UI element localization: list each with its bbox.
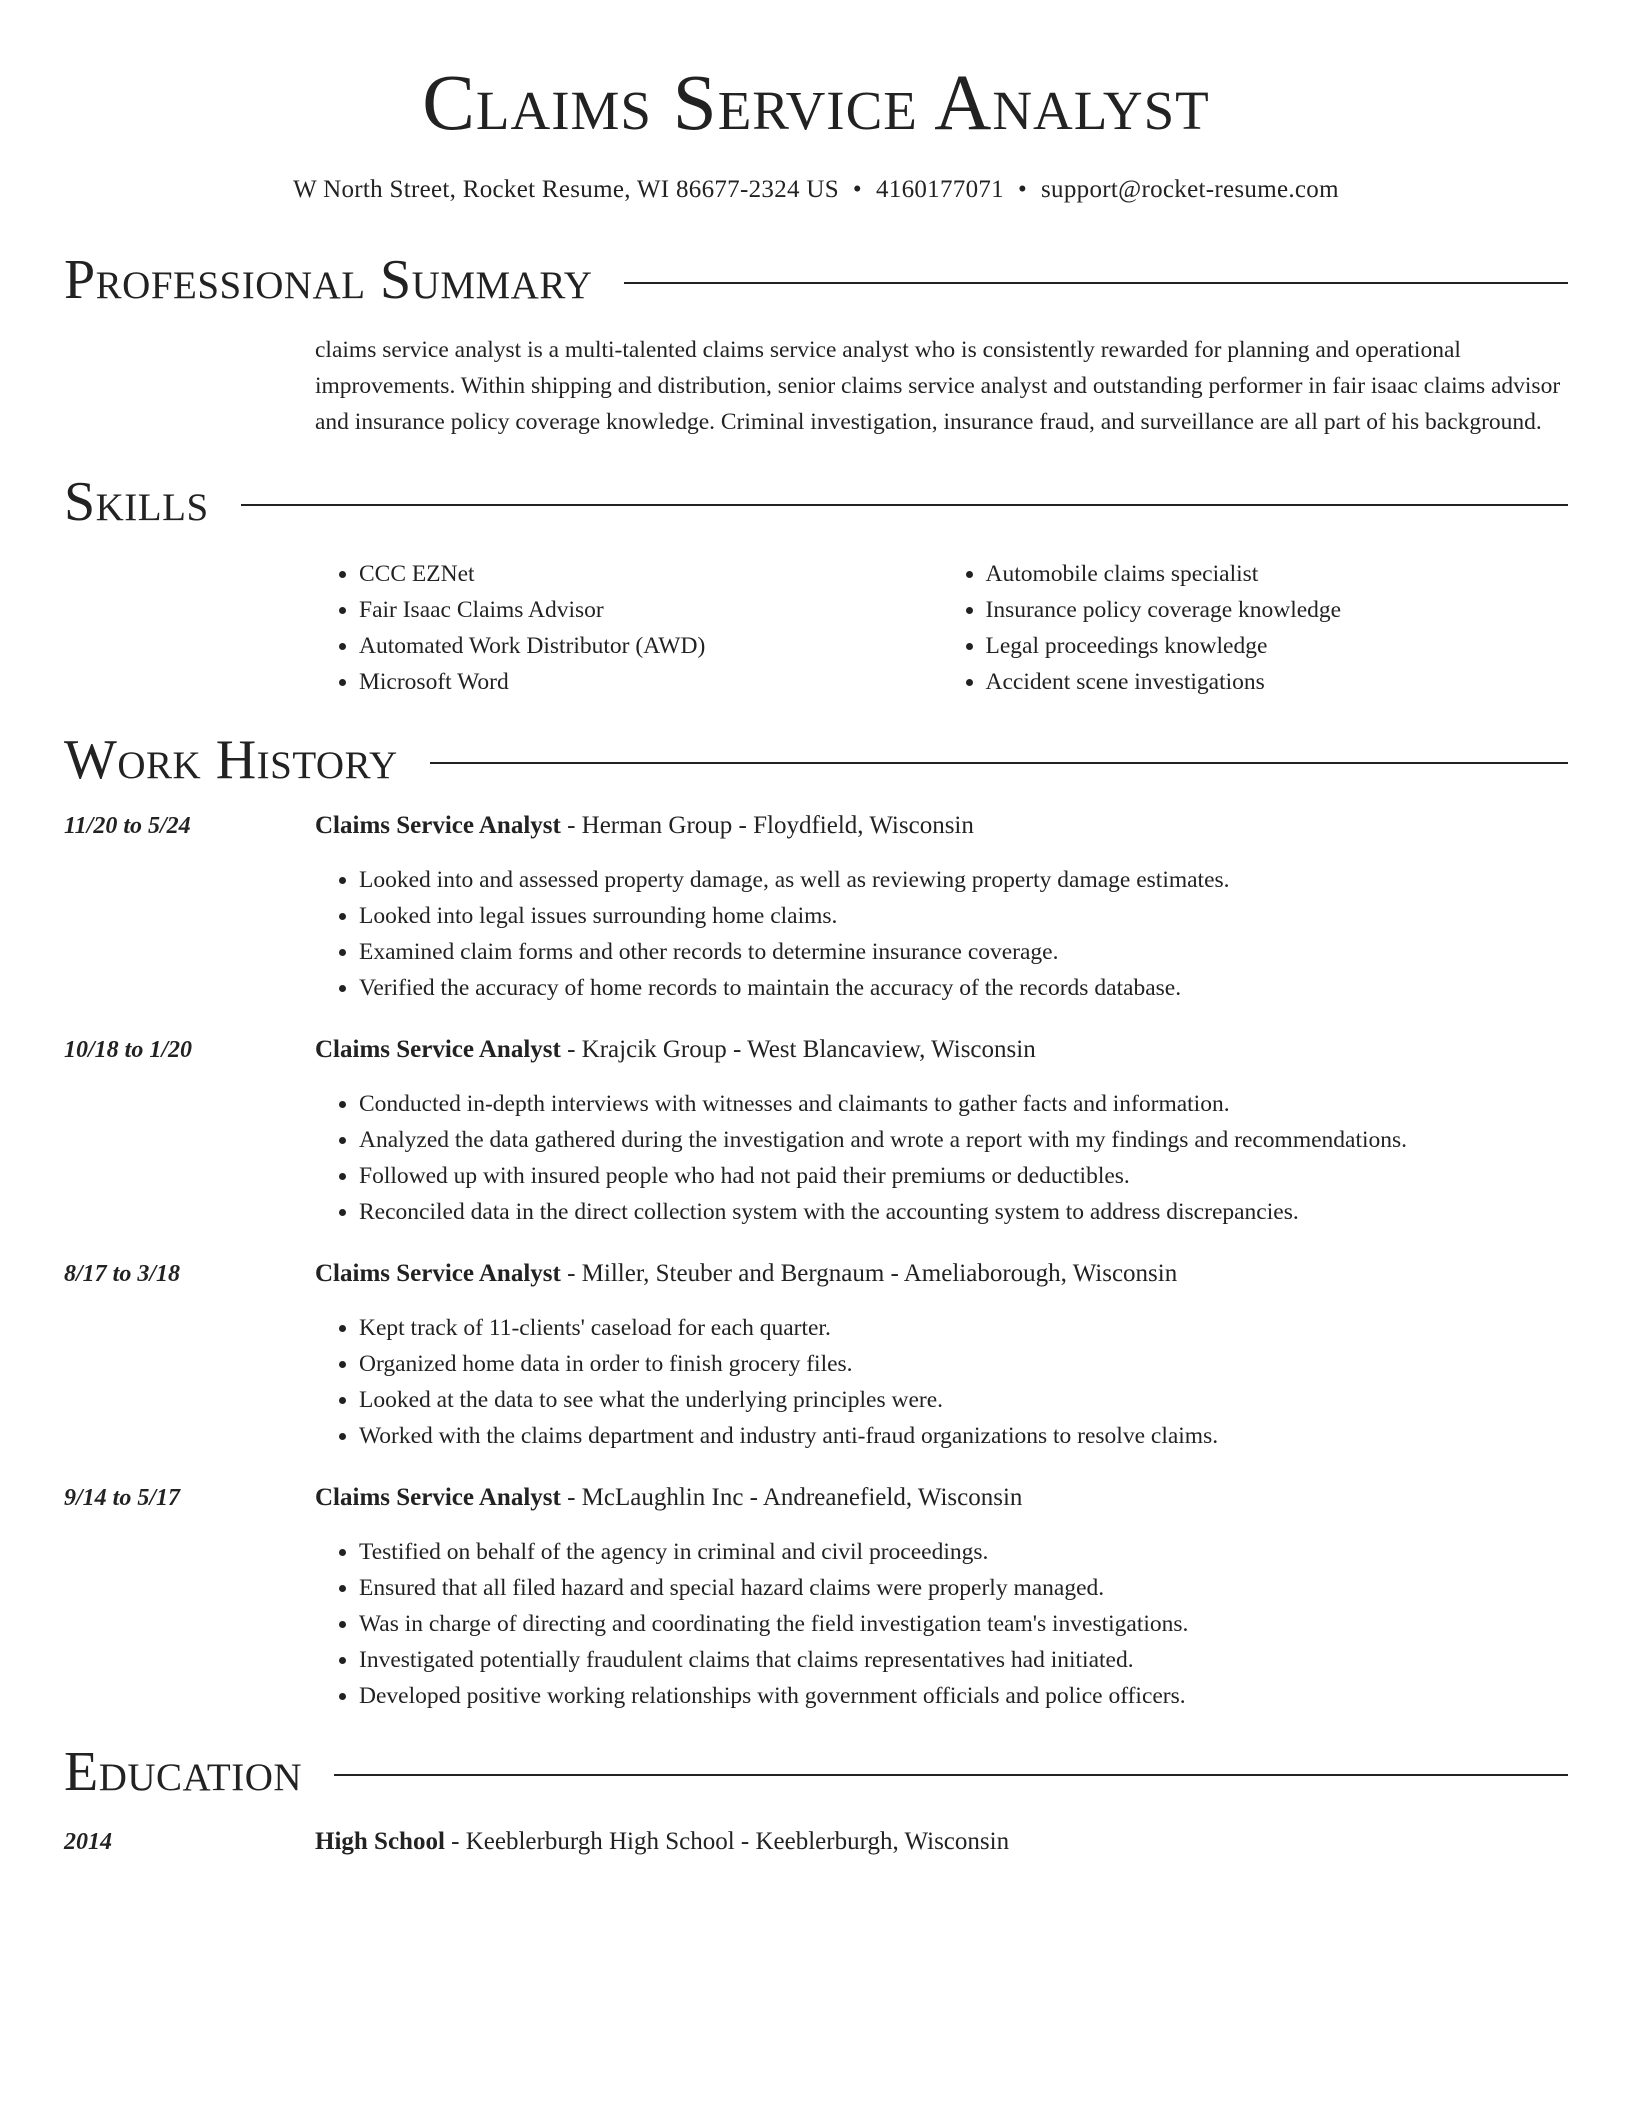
job-bullet: • Ensured that all filed hazard and special hazard claims were properly managed. <box>359 1570 1568 1606</box>
work-section-header <box>64 728 1568 792</box>
job-bullet: • Looked into and assessed property damage, as well as reviewing property damage estimates. <box>359 862 1568 898</box>
section-divider <box>624 282 1568 284</box>
job-heading <box>315 1032 1568 1068</box>
skill-item: • CCC EZNet <box>359 556 942 592</box>
job-bullet: • Analyzed the data gathered during the investigation and wrote a report with my findings and recommendations. <box>359 1122 1568 1158</box>
section-divider <box>430 762 1568 764</box>
job-bullets <box>315 1310 1568 1454</box>
contact-separator: • <box>1017 176 1028 203</box>
skill-item: • Microsoft Word <box>359 664 942 700</box>
section-title-work: Work History <box>64 729 398 791</box>
section-title-skills: Skills <box>64 471 209 533</box>
skills-section-header <box>64 470 1568 534</box>
education-school-location: - Keeblerburgh High School - Keeblerburgh, Wisconsin <box>444 1828 1010 1855</box>
summary-section-header <box>64 248 1568 312</box>
skill-item: • Automobile claims specialist <box>986 556 1569 592</box>
job-dates: 9/14 to 5/17 <box>64 1485 181 1511</box>
job-heading <box>315 1256 1568 1292</box>
job-dates: 10/18 to 1/20 <box>64 1037 193 1063</box>
job-heading <box>315 1480 1568 1516</box>
skill-item: • Accident scene investigations <box>986 664 1569 700</box>
job-dates: 8/17 to 3/18 <box>64 1261 181 1287</box>
job-employer-location: - Krajcik Group - West Blancaview, Wisconsin <box>560 1036 1036 1063</box>
job-position: Claims Service Analyst <box>315 1484 561 1511</box>
job-bullet: • Looked into legal issues surrounding home claims. <box>359 898 1568 934</box>
job-bullets <box>315 1086 1568 1230</box>
contact-address: W North Street, Rocket Resume, WI 86677-2324 US <box>293 176 839 203</box>
job-position: Claims Service Analyst <box>315 1260 561 1287</box>
contact-separator: • <box>852 176 862 203</box>
skills-column-right <box>942 556 1569 700</box>
job-entry <box>64 1256 1568 1454</box>
education-entry <box>64 1824 1568 1860</box>
section-divider <box>241 504 1568 506</box>
job-bullet: • Looked at the data to see what the underlying principles were. <box>359 1382 1568 1418</box>
contact-email: support@rocket-resume.com <box>1041 176 1339 203</box>
job-entry <box>64 1032 1568 1230</box>
job-bullets <box>315 1534 1568 1714</box>
job-bullet: • Testified on behalf of the agency in criminal and civil proceedings. <box>359 1534 1568 1570</box>
section-title-education: Education <box>64 1741 303 1803</box>
job-position: Claims Service Analyst <box>315 1036 561 1063</box>
job-heading <box>315 808 1568 844</box>
job-bullets <box>315 862 1568 1006</box>
job-bullet: • Followed up with insured people who had not paid their premiums or deductibles. <box>359 1158 1568 1194</box>
job-bullet: • Reconciled data in the direct collection system with the accounting system to address discrepancies. <box>359 1194 1568 1230</box>
contact-phone: 4160177071 <box>875 176 1004 203</box>
education-degree: High School <box>315 1828 445 1855</box>
education-year: 2014 <box>64 1829 112 1855</box>
section-divider <box>334 1774 1568 1776</box>
job-bullet: • Verified the accuracy of home records to maintain the accuracy of the records database. <box>359 970 1568 1006</box>
job-entry <box>64 808 1568 1006</box>
job-bullet: • Investigated potentially fraudulent claims that claims representatives had initiated. <box>359 1642 1568 1678</box>
job-bullet: • Developed positive working relationships with government officials and police officers. <box>359 1678 1568 1714</box>
education-heading <box>315 1824 1568 1860</box>
job-bullet: • Examined claim forms and other records to determine insurance coverage. <box>359 934 1568 970</box>
skill-item: • Insurance policy coverage knowledge <box>986 592 1569 628</box>
section-title-summary: Professional Summary <box>64 249 593 311</box>
summary-text: claims service analyst is a multi-talented claims service analyst who is consistently rewarded for planning and operational improvements. Within shipping and distribution, senior claims service analyst and outstanding performer in fair isaac claims advisor and insurance policy coverage knowledge. Criminal investigation, insurance fraud, and surveillance are all part of his background. <box>315 337 1561 435</box>
skill-item: • Automated Work Distributor (AWD) <box>359 628 942 664</box>
skill-item: • Legal proceedings knowledge <box>986 628 1569 664</box>
job-entry <box>64 1480 1568 1714</box>
skills-column-left <box>315 556 942 700</box>
contact-line <box>64 176 1568 204</box>
job-employer-location: - Herman Group - Floydfield, Wisconsin <box>560 812 974 839</box>
job-bullet: • Worked with the claims department and industry anti-fraud organizations to resolve claims. <box>359 1418 1568 1454</box>
job-position: Claims Service Analyst <box>315 812 561 839</box>
skills-list <box>315 556 1568 700</box>
job-bullet: • Organized home data in order to finish grocery files. <box>359 1346 1568 1382</box>
job-employer-location: - McLaughlin Inc - Andreanefield, Wisconsin <box>560 1484 1023 1511</box>
job-dates: 11/20 to 5/24 <box>64 813 191 839</box>
resume-name: Claims Service Analyst <box>422 60 1210 147</box>
skill-item: • Fair Isaac Claims Advisor <box>359 592 942 628</box>
job-bullet: • Was in charge of directing and coordinating the field investigation team's investigations. <box>359 1606 1568 1642</box>
job-bullet: • Kept track of 11-clients' caseload for each quarter. <box>359 1310 1568 1346</box>
education-section-header <box>64 1740 1568 1804</box>
job-bullet: • Conducted in-depth interviews with witnesses and claimants to gather facts and information. <box>359 1086 1568 1122</box>
job-employer-location: - Miller, Steuber and Bergnaum - Ameliaborough, Wisconsin <box>560 1260 1178 1287</box>
